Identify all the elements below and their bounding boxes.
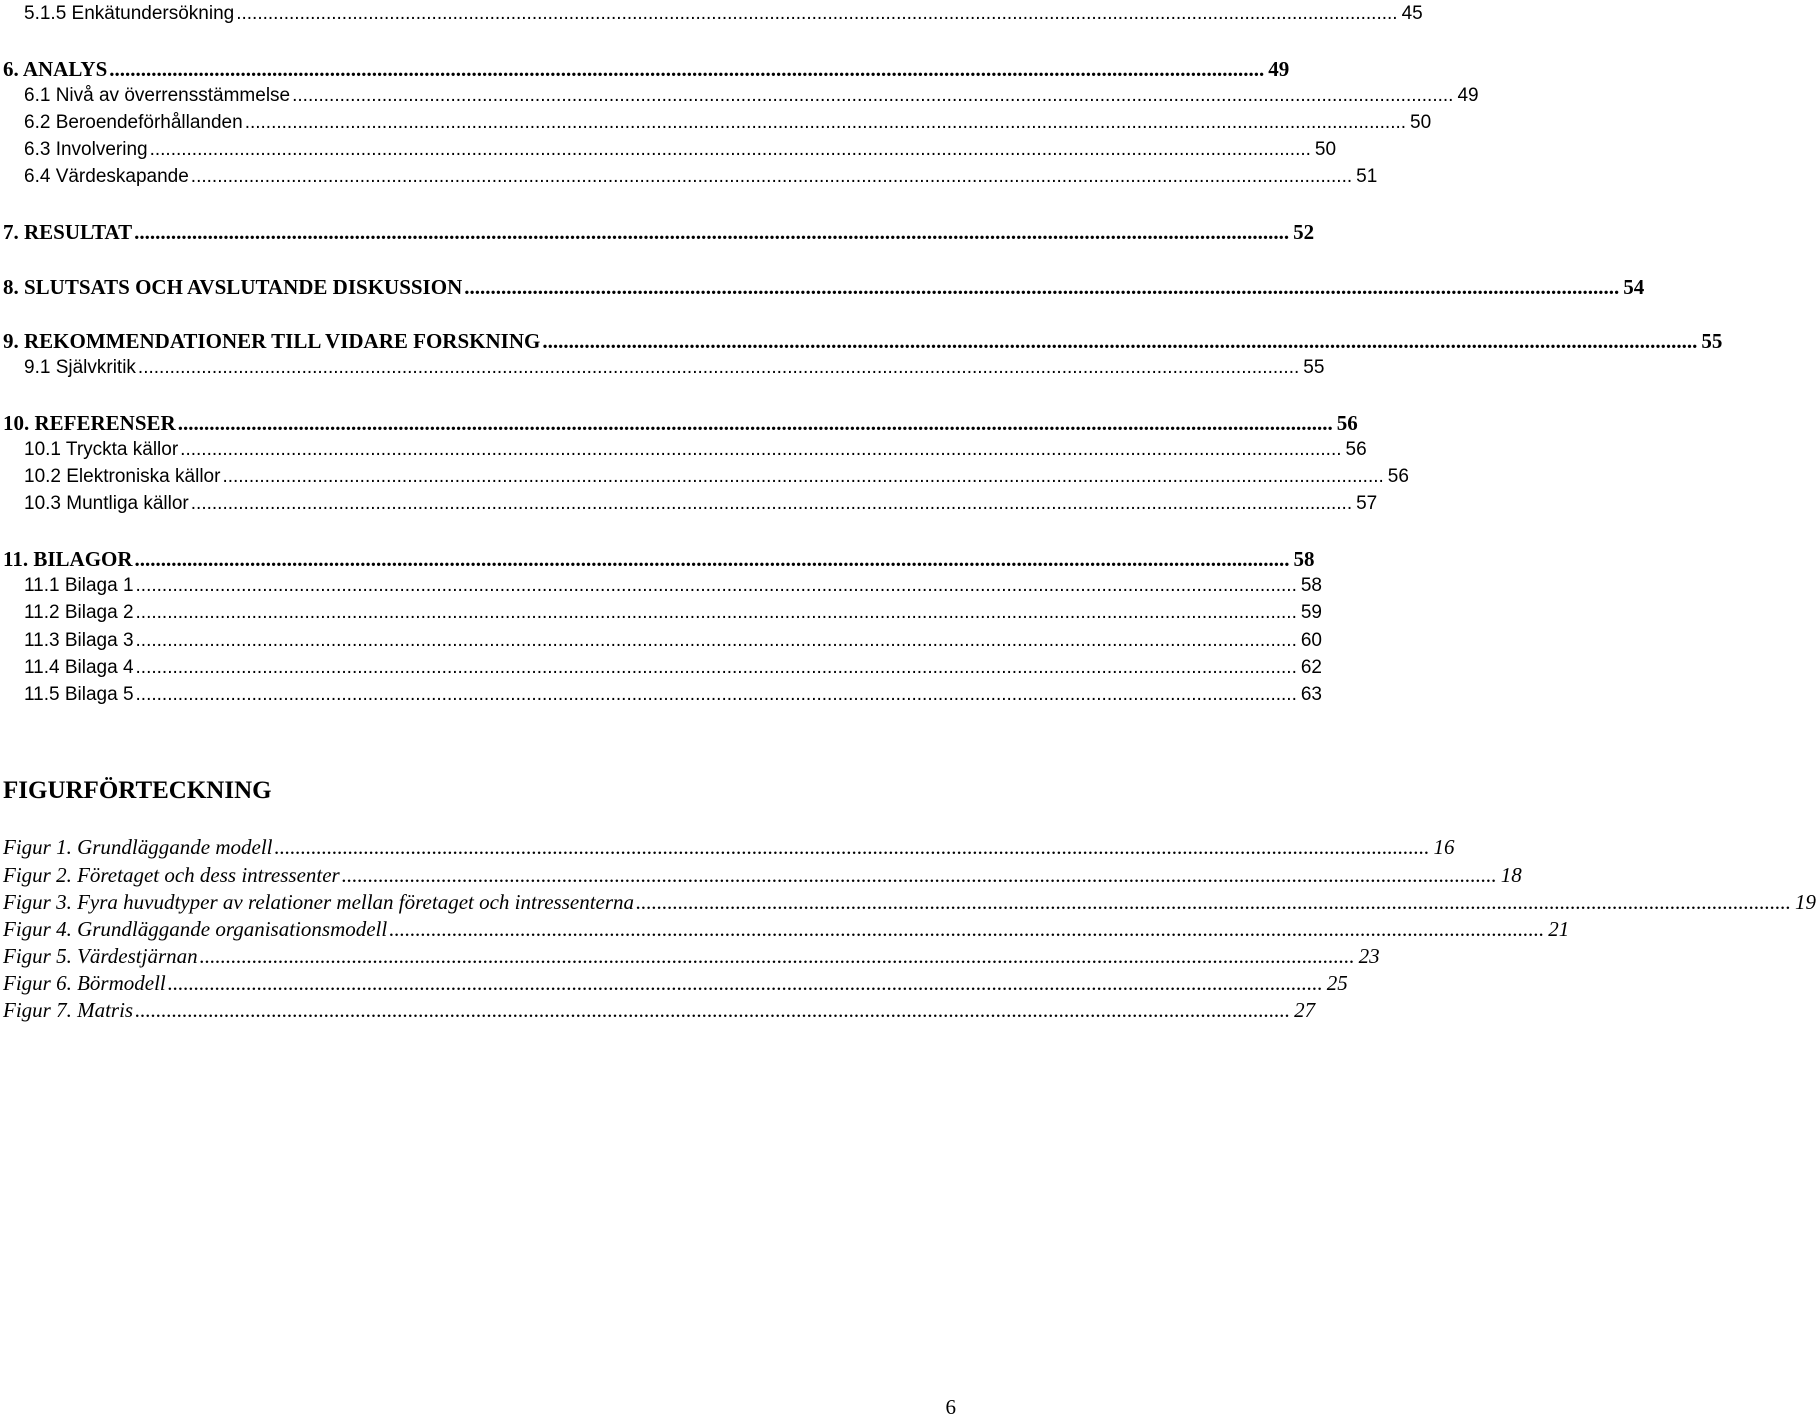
figure-page: 18 [1500,863,1522,887]
figure-entry[interactable] [3,861,1522,889]
figure-page: 27 [1294,998,1316,1022]
toc-page: 63 [1300,684,1322,705]
figure-entry[interactable] [3,915,1570,943]
dot-leader: ............................................................................................................................................................................................................................ [180,439,1342,460]
toc-entry[interactable] [3,545,1315,573]
toc-page: 56 [1345,439,1367,460]
toc-entry[interactable] [24,627,1322,655]
toc-page: 59 [1300,602,1322,623]
figure-page: 16 [1433,835,1455,859]
toc-page: 50 [1314,139,1337,160]
dot-leader: ............................................................................................................................................................................................................................ [135,684,1297,705]
toc-label: 11.1 Bilaga 1 [24,575,134,596]
toc-entry[interactable] [3,55,1290,83]
toc-page: 51 [1356,166,1378,187]
figure-page: 19 [1795,890,1816,914]
dot-leader: ............................................................................................................................................................................................................................ [134,220,1290,244]
toc-label: 11.5 Bilaga 5 [24,684,134,705]
figure-entry[interactable] [3,942,1380,970]
dot-leader: ............................................................................................................................................................................................................................ [109,57,1265,81]
toc-entry[interactable] [3,273,1645,301]
figure-label: Figur 6. Börmodell [3,971,166,995]
toc-label: 6. ANALYS [3,57,108,81]
figure-list-heading: FIGURFÖRTECKNING [3,777,272,804]
toc-label: 8. SLUTSATS OCH AVSLUTANDE DISKUSSION [3,275,463,299]
figure-entry[interactable] [3,888,1816,916]
toc-label: 9.1 Självkritik [24,357,136,378]
toc-entry[interactable] [24,436,1367,464]
toc-label: 9. REKOMMENDATIONER TILL VIDARE FORSKNING [3,329,541,353]
toc-page: 55 [1701,329,1723,353]
toc-page: 56 [1336,411,1358,435]
dot-leader: ............................................................................................................................................................................................................................ [244,112,1407,133]
toc-page: 49 [1268,57,1290,81]
toc-label: 10. REFERENSER [3,411,176,435]
toc-entry[interactable] [24,599,1322,627]
toc-entry[interactable] [24,654,1322,682]
toc-entry[interactable] [24,490,1378,518]
toc-label: 10.3 Muntliga källor [24,493,189,514]
toc-entry[interactable] [24,463,1409,491]
toc-entry[interactable] [24,0,1423,28]
figure-label: Figur 3. Fyra huvudtyper av relationer mellan företaget och intressenterna [3,890,635,914]
dot-leader: ............................................................................................................................................................................................................................ [542,329,1698,353]
toc-label: 5.1.5 Enkätundersökning [24,3,235,24]
toc-page: 52 [1293,220,1315,244]
figure-label: Figur 7. Matris [3,998,134,1022]
toc-page: 60 [1300,630,1322,651]
dot-leader: ............................................................................................................................................................................................................................ [292,85,1454,106]
toc-page: 55 [1303,357,1325,378]
toc-label: 6.3 Involvering [24,139,148,160]
toc-label: 6.4 Värdeskapande [24,166,189,187]
toc-page: 58 [1293,547,1315,571]
dot-leader: ............................................................................................................................................................................................................................ [135,630,1297,651]
toc-label: 11.3 Bilaga 3 [24,630,134,651]
toc-entry[interactable] [3,327,1723,355]
dot-leader: ............................................................................................................................................................................................................................ [236,3,1398,24]
dot-leader: ............................................................................................................................................................................................................................ [135,575,1297,596]
dot-leader: ............................................................................................................................................................................................................................ [341,863,1497,887]
toc-label: 10.1 Tryckta källor [24,439,179,460]
toc-entry[interactable] [3,409,1358,437]
dot-leader: ............................................................................................................................................................................................................................ [190,166,1353,187]
dot-leader: ............................................................................................................................................................................................................................ [149,139,1311,160]
dot-leader: ............................................................................................................................................................................................................................ [389,917,1545,941]
toc-page: 58 [1300,575,1322,596]
toc-label: 11.2 Bilaga 2 [24,602,134,623]
toc-page: 56 [1387,466,1409,487]
toc-label: 6.2 Beroendeförhållanden [24,112,243,133]
toc-page: 49 [1457,85,1479,106]
toc-label: 10.2 Elektroniska källor [24,466,221,487]
toc-page: 57 [1356,493,1378,514]
toc-entry[interactable] [24,572,1322,600]
dot-leader: ............................................................................................................................................................................................................................ [636,890,1792,914]
toc-label: 11.4 Bilaga 4 [24,657,134,678]
figure-label: Figur 5. Värdestjärnan [3,944,198,968]
dot-leader: ............................................................................................................................................................................................................................ [167,971,1323,995]
page-number: 6 [945,1395,956,1419]
dot-leader: ............................................................................................................................................................................................................................ [135,998,1291,1022]
dot-leader: ............................................................................................................................................................................................................................ [190,493,1353,514]
dot-leader: ............................................................................................................................................................................................................................ [135,602,1297,623]
toc-page: 50 [1410,112,1432,133]
toc-entry[interactable] [24,354,1325,382]
figure-label: Figur 4. Grundläggande organisationsmodell [3,917,388,941]
toc-label: 7. RESULTAT [3,220,133,244]
toc-entry[interactable] [3,218,1315,246]
toc-entry[interactable] [24,163,1378,191]
dot-leader: ............................................................................................................................................................................................................................ [135,657,1297,678]
figure-page: 21 [1548,917,1570,941]
toc-page: 45 [1401,3,1423,24]
toc-page: 54 [1623,275,1645,299]
figure-label: Figur 1. Grundläggande modell [3,835,273,859]
figure-entry[interactable] [3,833,1455,861]
dot-leader: ............................................................................................................................................................................................................................ [199,944,1355,968]
figure-label: Figur 2. Företaget och dess intressenter [3,863,340,887]
toc-entry[interactable] [24,109,1432,137]
toc-label: 11. BILAGOR [3,547,133,571]
figure-entry[interactable] [3,969,1348,997]
dot-leader: ............................................................................................................................................................................................................................ [222,466,1384,487]
toc-entry[interactable] [24,82,1479,110]
figure-entry[interactable] [3,996,1316,1024]
figure-page: 23 [1358,944,1380,968]
dot-leader: ............................................................................................................................................................................................................................ [134,547,1290,571]
toc-label: 6.1 Nivå av överrensstämmelse [24,85,291,106]
dot-leader: ............................................................................................................................................................................................................................ [464,275,1620,299]
dot-leader: ............................................................................................................................................................................................................................ [177,411,1333,435]
dot-leader: ............................................................................................................................................................................................................................ [137,357,1300,378]
toc-page: 62 [1300,657,1322,678]
toc-entry[interactable] [24,136,1337,164]
toc-entry[interactable] [24,681,1322,709]
dot-leader: ............................................................................................................................................................................................................................ [274,835,1430,859]
figure-page: 25 [1326,971,1348,995]
